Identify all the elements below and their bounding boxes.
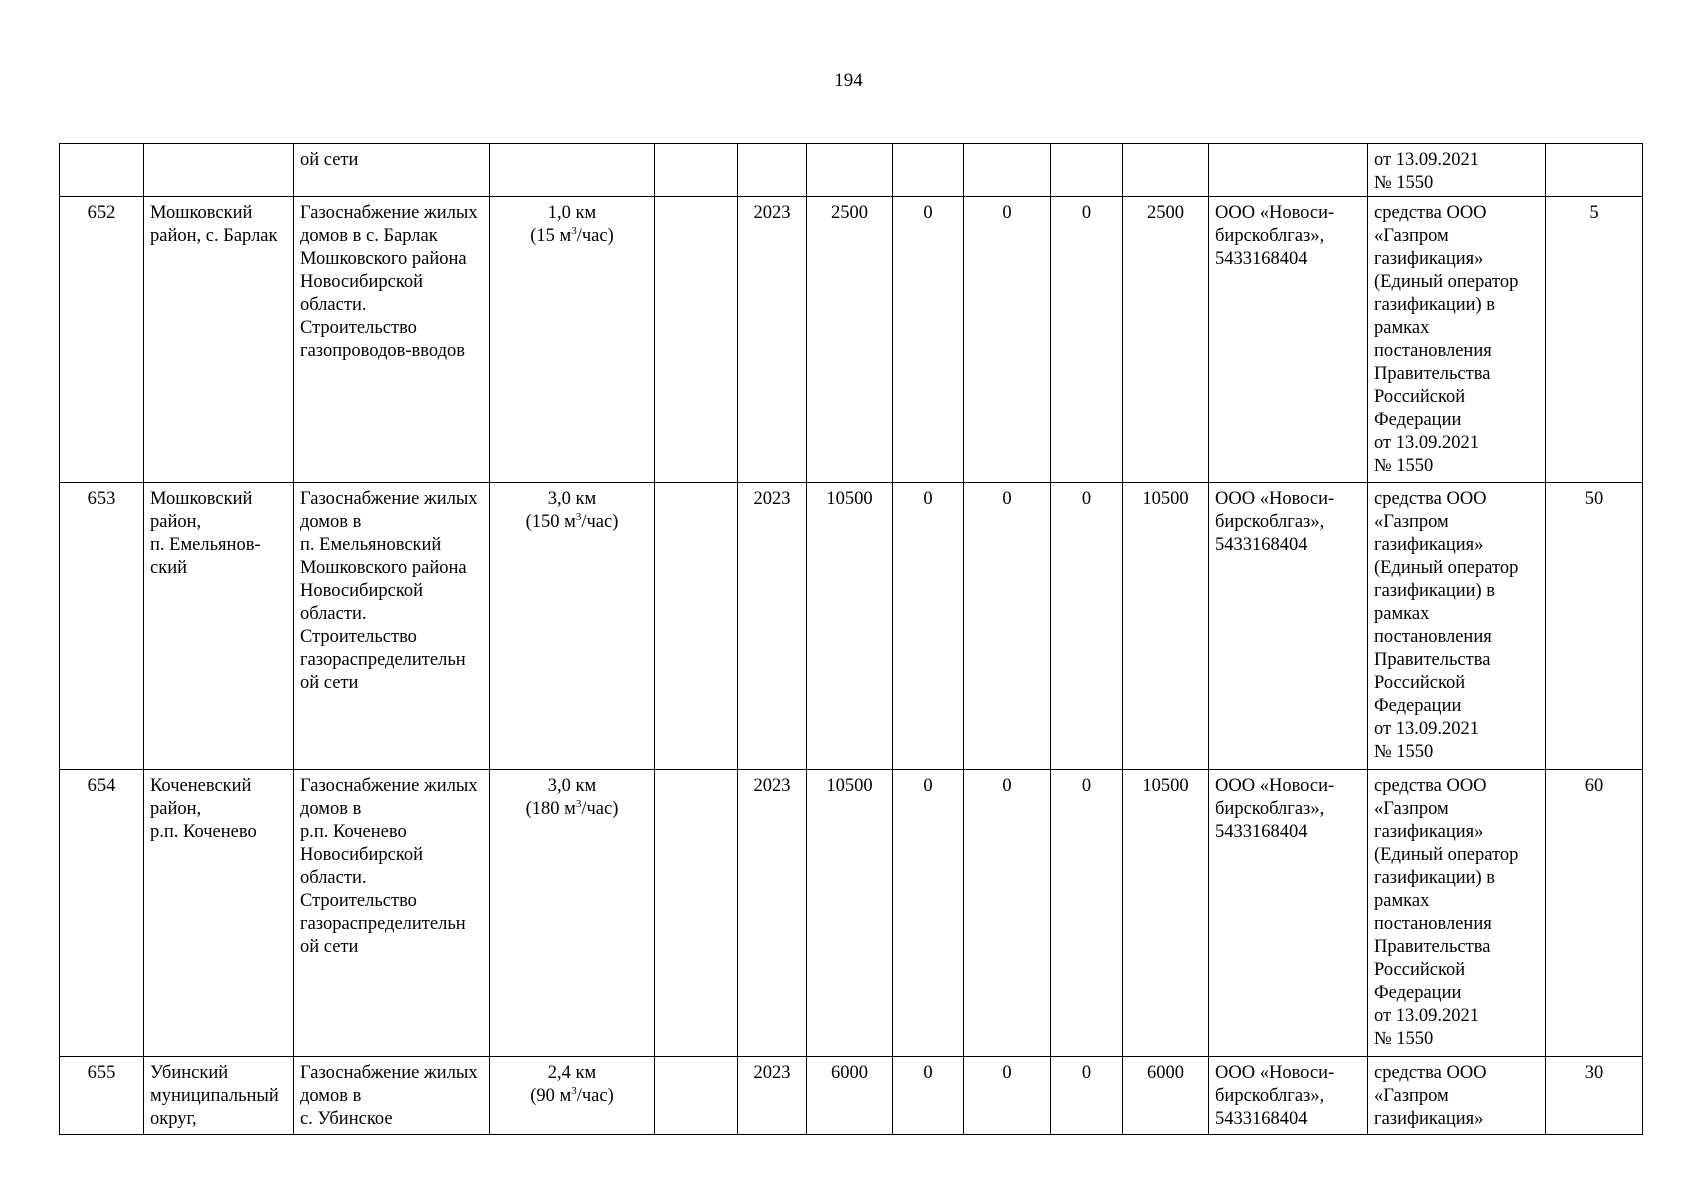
year-cell: 2023 xyxy=(738,483,807,770)
year-cell: 2023 xyxy=(738,770,807,1057)
page-number: 194 xyxy=(834,70,863,91)
value-cell-2: 0 xyxy=(893,1057,964,1135)
table-row xyxy=(60,770,1643,1057)
capacity-prefix: (150 м xyxy=(525,512,576,532)
organization-cell: ООО «Новоси-бирскоблгаз», 5433168404 xyxy=(1209,197,1368,483)
value-cell-4: 0 xyxy=(1051,483,1123,770)
last-cell xyxy=(1546,144,1643,197)
value-cell-1: 6000 xyxy=(807,1057,893,1135)
funding-cell: средства ООО «Газпром газификация» xyxy=(1368,1057,1546,1135)
funding-cell: средства ООО «Газпром газификация» (Единый оператор газификации) в рамках постановления Правительства Российской Федерации от 13.09.2021 № 1550 xyxy=(1368,197,1546,483)
length-cell xyxy=(490,1057,655,1135)
gasification-table xyxy=(59,143,1643,1135)
last-cell: 60 xyxy=(1546,770,1643,1057)
length-cell xyxy=(490,197,655,483)
value-cell-3: 0 xyxy=(964,1057,1051,1135)
description-cell: ой сети xyxy=(294,144,490,197)
funding-cell: от 13.09.2021 № 1550 xyxy=(1368,144,1546,197)
table-row xyxy=(60,144,1643,197)
description-cell: Газоснабжение жилых домов в п. Емельяновский Мошковского района Новосибирской области. Строительство газораспределительн ой сети xyxy=(294,483,490,770)
value-cell-2: 0 xyxy=(893,197,964,483)
capacity-superscript: 3 xyxy=(575,797,582,810)
table-row xyxy=(60,483,1643,770)
value-cell-3: 0 xyxy=(964,483,1051,770)
empty-cell xyxy=(655,197,738,483)
organization-cell: ООО «Новоси-бирскоблгаз», 5433168404 xyxy=(1209,483,1368,770)
organization-cell xyxy=(1209,144,1368,197)
value-cell-1: 10500 xyxy=(807,770,893,1057)
capacity-prefix: (180 м xyxy=(525,799,576,819)
table-body xyxy=(60,144,1643,1135)
empty-cell xyxy=(655,1057,738,1135)
row-number: 654 xyxy=(60,770,144,1057)
capacity-suffix: /час) xyxy=(581,512,619,532)
location-cell: Убинский муниципальный округ, xyxy=(144,1057,294,1135)
value-cell-4 xyxy=(1051,144,1123,197)
capacity-suffix: /час) xyxy=(576,1086,614,1106)
capacity-value xyxy=(530,1086,614,1106)
value-cell-3 xyxy=(964,144,1051,197)
value-cell-5: 10500 xyxy=(1123,770,1209,1057)
value-cell-4: 0 xyxy=(1051,770,1123,1057)
description-cell: Газоснабжение жилых домов в с. Барлак Мошковского района Новосибирской области. Строительство газопроводов-вводов xyxy=(294,197,490,483)
capacity-suffix: /час) xyxy=(576,226,614,246)
value-cell-2 xyxy=(893,144,964,197)
value-cell-1: 10500 xyxy=(807,483,893,770)
location-cell xyxy=(144,144,294,197)
empty-cell xyxy=(655,483,738,770)
value-cell-3: 0 xyxy=(964,197,1051,483)
row-number: 653 xyxy=(60,483,144,770)
value-cell-5 xyxy=(1123,144,1209,197)
value-cell-4: 0 xyxy=(1051,1057,1123,1135)
funding-cell: средства ООО «Газпром газификация» (Единый оператор газификации) в рамках постановления Правительства Российской Федерации от 13.09.2021 № 1550 xyxy=(1368,483,1546,770)
capacity-superscript: 3 xyxy=(571,1084,577,1097)
capacity-prefix: (90 м xyxy=(530,1086,572,1106)
capacity-value xyxy=(526,512,619,532)
capacity-suffix: /час) xyxy=(581,799,619,819)
capacity-superscript: 3 xyxy=(575,510,582,523)
value-cell-5: 2500 xyxy=(1123,197,1209,483)
row-number: 652 xyxy=(60,197,144,483)
value-cell-1 xyxy=(807,144,893,197)
row-number: 655 xyxy=(60,1057,144,1135)
value-cell-5: 6000 xyxy=(1123,1057,1209,1135)
table-row xyxy=(60,197,1643,483)
value-cell-2: 0 xyxy=(893,770,964,1057)
description-cell: Газоснабжение жилых домов в с. Убинское xyxy=(294,1057,490,1135)
length-value: 2,4 км xyxy=(547,1063,597,1083)
empty-cell xyxy=(655,770,738,1057)
capacity-value xyxy=(530,226,614,246)
length-value: 1,0 км xyxy=(547,203,597,223)
location-cell: Мошковский район, с. Барлак xyxy=(144,197,294,483)
value-cell-5: 10500 xyxy=(1123,483,1209,770)
capacity-superscript: 3 xyxy=(571,224,577,237)
capacity-prefix: (15 м xyxy=(530,226,572,246)
funding-cell: средства ООО «Газпром газификация» (Единый оператор газификации) в рамках постановления Правительства Российской Федерации от 13.09.2021 № 1550 xyxy=(1368,770,1546,1057)
organization-cell: ООО «Новоси-бирскоблгаз», 5433168404 xyxy=(1209,1057,1368,1135)
length-cell xyxy=(490,770,655,1057)
length-cell xyxy=(490,483,655,770)
length-value: 3,0 км xyxy=(547,776,597,796)
last-cell: 50 xyxy=(1546,483,1643,770)
length-cell xyxy=(490,144,655,197)
last-cell: 5 xyxy=(1546,197,1643,483)
year-cell: 2023 xyxy=(738,197,807,483)
location-cell: Мошковский район, п. Емельянов-ский xyxy=(144,483,294,770)
year-cell: 2023 xyxy=(738,1057,807,1135)
last-cell: 30 xyxy=(1546,1057,1643,1135)
value-cell-2: 0 xyxy=(893,483,964,770)
length-value: 3,0 км xyxy=(547,489,597,509)
year-cell xyxy=(738,144,807,197)
value-cell-1: 2500 xyxy=(807,197,893,483)
value-cell-4: 0 xyxy=(1051,197,1123,483)
table-row xyxy=(60,1057,1643,1135)
row-number xyxy=(60,144,144,197)
empty-cell xyxy=(655,144,738,197)
location-cell: Коченевский район, р.п. Коченево xyxy=(144,770,294,1057)
value-cell-3: 0 xyxy=(964,770,1051,1057)
capacity-value xyxy=(526,799,619,819)
organization-cell: ООО «Новоси-бирскоблгаз», 5433168404 xyxy=(1209,770,1368,1057)
description-cell: Газоснабжение жилых домов в р.п. Коченево Новосибирской области. Строительство газораспределительн ой сети xyxy=(294,770,490,1057)
